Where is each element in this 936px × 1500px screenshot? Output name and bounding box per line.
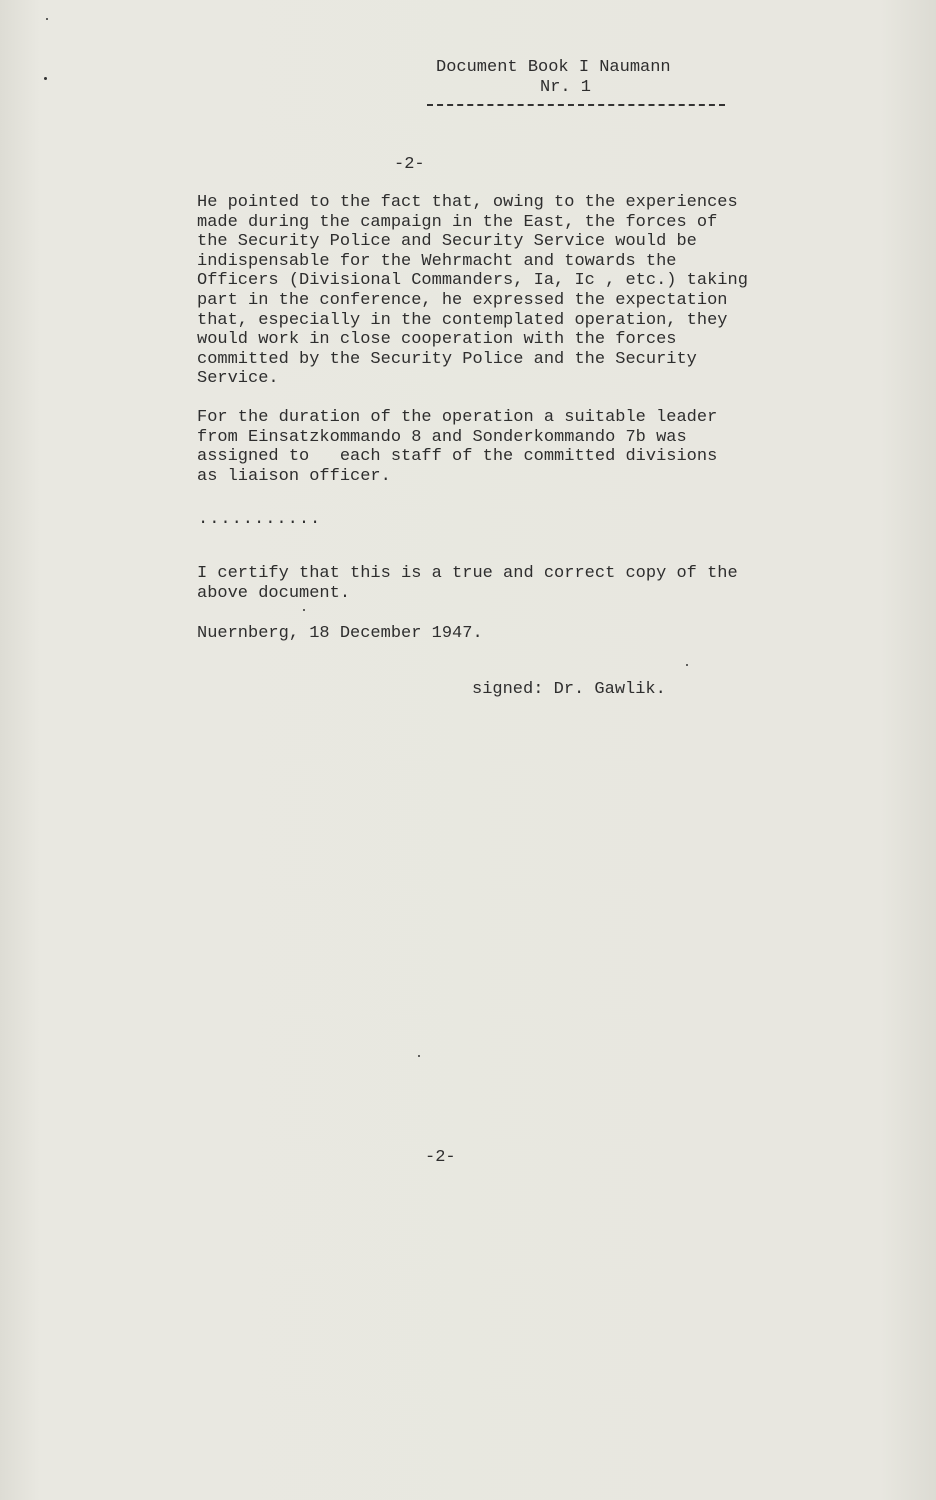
page-number-top: -2- — [394, 155, 425, 174]
paragraph-line: from Einsatzkommando 8 and Sonderkommando 7b was — [197, 427, 687, 447]
ellipsis-separator: ........... — [198, 510, 322, 529]
paragraph-1 — [197, 193, 827, 389]
paper-speck — [686, 664, 688, 666]
paragraph-line: part in the conference, he expressed the expectation — [197, 290, 728, 310]
document-header — [436, 58, 706, 98]
header-underline — [427, 104, 725, 106]
paper-speck — [46, 18, 48, 20]
signature-line: signed: Dr. Gawlik. — [472, 680, 666, 699]
paragraph-line: committed by the Security Police and the Security — [197, 349, 697, 369]
paragraph-line: Service. — [197, 369, 279, 389]
paper-speck — [44, 77, 47, 80]
paragraph-line: For the duration of the operation a suitable leader — [197, 408, 718, 427]
paragraph-line: as liaison officer. — [197, 466, 391, 486]
paragraph-line: made during the campaign in the East, the forces of — [197, 212, 718, 232]
certification-statement — [197, 564, 827, 603]
date-line: Nuernberg, 18 December 1947. — [197, 624, 483, 643]
paper-speck — [303, 609, 305, 611]
page-number-bottom: -2- — [425, 1148, 456, 1167]
certification-line: I certify that this is a true and correct copy of the — [197, 564, 738, 583]
paragraph-line: that, especially in the contemplated operation, they — [197, 310, 728, 330]
paragraph-2 — [197, 408, 827, 486]
paragraph-line: would work in close cooperation with the forces — [197, 330, 677, 350]
document-number: Nr. 1 — [540, 78, 592, 97]
paragraph-line: indispensable for the Wehrmacht and towards the — [197, 251, 677, 271]
paragraph-line: Officers (Divisional Commanders, Ia, Ic , etc.) taking — [197, 271, 748, 291]
document-book-title: Document Book I Naumann — [436, 58, 671, 77]
certification-line: above document. — [197, 583, 351, 603]
paragraph-line: He pointed to the fact that, owing to the experiences — [197, 193, 738, 212]
paragraph-line: the Security Police and Security Service would be — [197, 232, 697, 252]
paragraph-line: assigned to each staff of the committed divisions — [197, 447, 718, 467]
paper-speck — [418, 1055, 420, 1057]
